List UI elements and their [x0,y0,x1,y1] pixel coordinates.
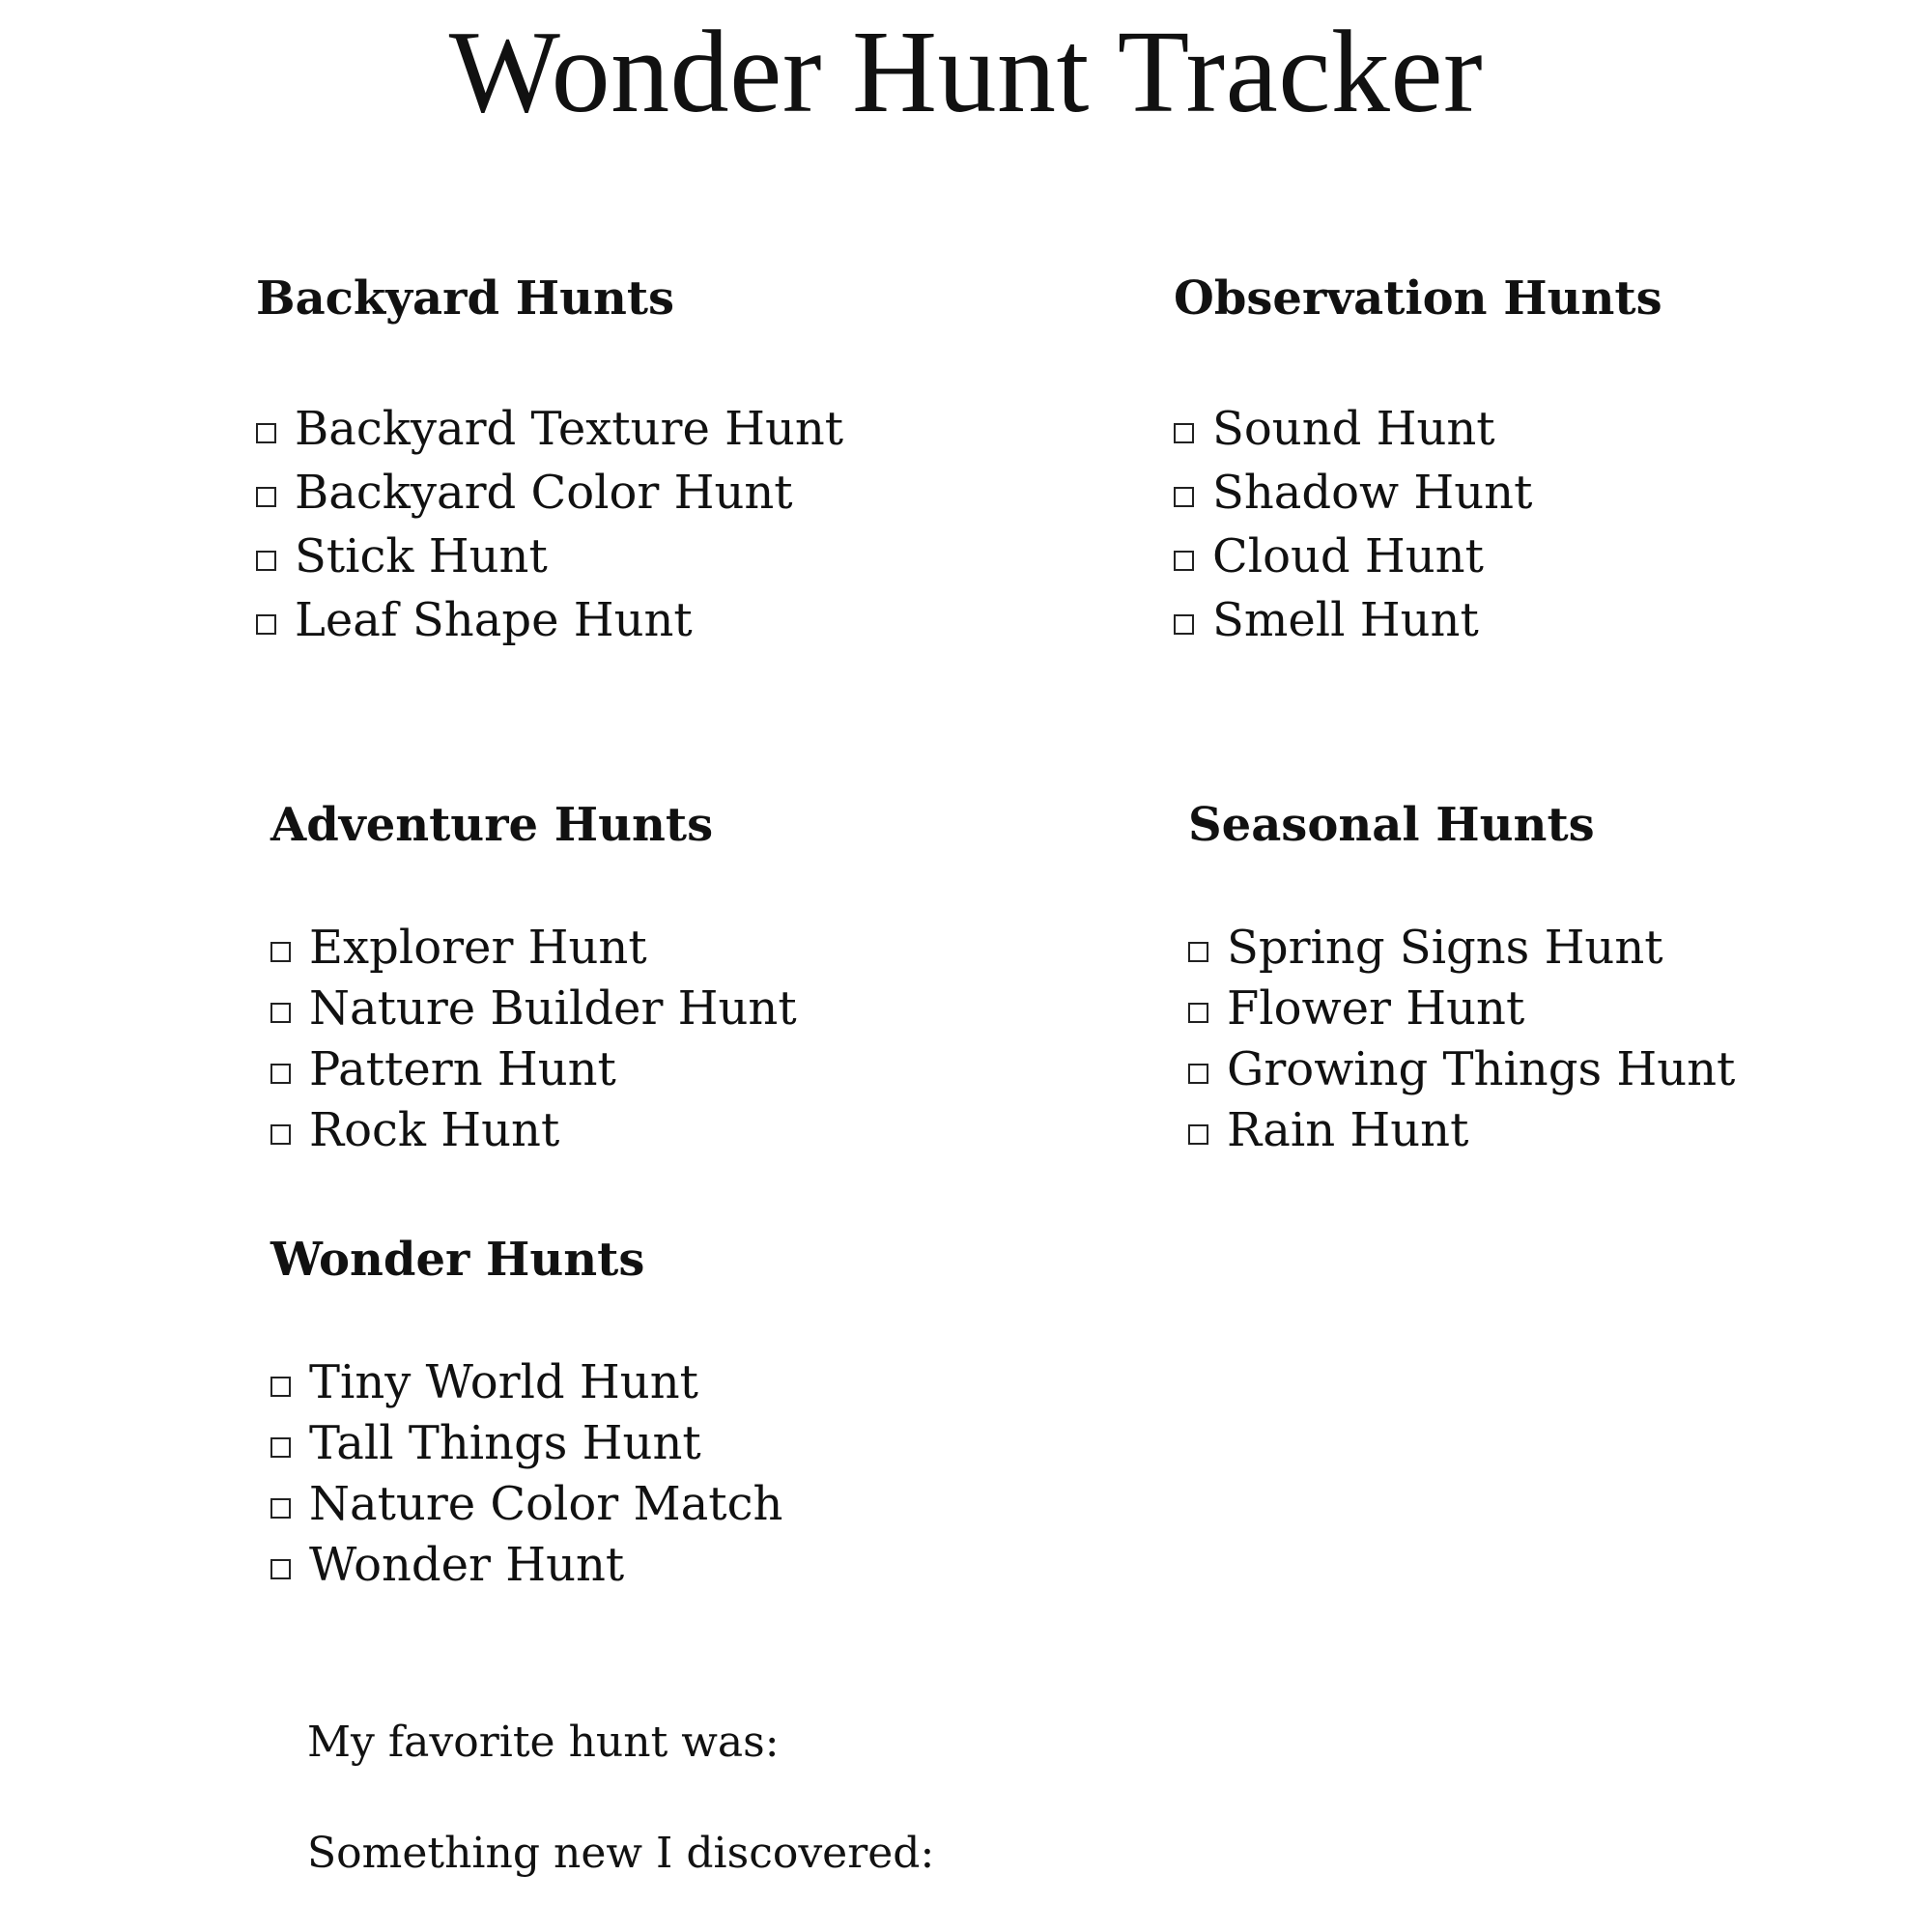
checklist-item-label: Tall Things Hunt [309,1416,701,1470]
checkbox-icon[interactable] [1174,423,1194,443]
checkbox-icon[interactable] [1174,614,1194,635]
checklist-item [270,1352,947,1413]
checkbox-icon[interactable] [270,1559,291,1579]
checklist-item-label: Nature Color Match [309,1477,783,1531]
checklist-item [270,1474,947,1535]
checklist-item-label: Explorer Hunt [309,921,647,975]
checklist-item-label: Shadow Hunt [1212,466,1533,520]
section-heading-backyard: Backyard Hunts [256,271,675,326]
section-observation-hunts [1174,271,1850,652]
checklist-item-label: Wonder Hunt [309,1538,625,1592]
checklist-item [1174,397,1850,461]
checklist-item-label: Stick Hunt [295,529,548,583]
checklist-item [256,397,932,461]
section-backyard-hunts [256,271,932,652]
checklist-item [1174,461,1850,525]
checkbox-icon[interactable] [270,1124,291,1145]
checkbox-icon[interactable] [270,1437,291,1458]
checklist-item [256,588,932,652]
checklist-item [270,1100,947,1161]
checklist-item [1188,918,1864,979]
checklist-item-label: Spring Signs Hunt [1227,921,1663,975]
section-seasonal-hunts [1188,798,1864,1161]
checklist-observation [1174,397,1850,652]
checklist-item [270,918,947,979]
checklist-item [1174,588,1850,652]
checkbox-icon[interactable] [256,423,276,443]
section-wonder-hunts [270,1233,947,1596]
checkbox-icon[interactable] [256,614,276,635]
checklist-item [256,461,932,525]
checklist-item-label: Smell Hunt [1212,593,1479,647]
checklist-wonder [270,1352,947,1596]
checkbox-icon[interactable] [1174,551,1194,571]
checklist-item-label: Leaf Shape Hunt [295,593,693,647]
checkbox-icon[interactable] [1188,1003,1208,1023]
checklist-seasonal [1188,918,1864,1161]
discovery-prompt: Something new I discovered: [307,1829,935,1878]
checkbox-icon[interactable] [256,551,276,571]
checklist-item-label: Nature Builder Hunt [309,981,797,1036]
checklist-item-label: Tiny World Hunt [309,1355,698,1409]
checklist-item [1188,979,1864,1039]
checklist-item-label: Sound Hunt [1212,402,1495,456]
section-heading-wonder: Wonder Hunts [270,1233,645,1287]
favorite-hunt-prompt: My favorite hunt was: [307,1718,780,1767]
checkbox-icon[interactable] [270,942,291,962]
section-heading-adventure: Adventure Hunts [270,798,714,852]
section-adventure-hunts [270,798,947,1161]
checkbox-icon[interactable] [270,1003,291,1023]
checklist-item-label: Backyard Color Hunt [295,466,793,520]
checklist-item-label: Pattern Hunt [309,1042,616,1096]
checklist-item [270,979,947,1039]
checklist-item-label: Cloud Hunt [1212,529,1484,583]
checkbox-icon[interactable] [1188,1064,1208,1084]
checklist-item [256,525,932,588]
checkbox-icon[interactable] [270,1498,291,1519]
checklist-item [270,1413,947,1474]
checkbox-icon[interactable] [270,1377,291,1397]
checklist-item-label: Growing Things Hunt [1227,1042,1736,1096]
checklist-item [270,1535,947,1596]
checklist-item [1174,525,1850,588]
checklist-item-label: Flower Hunt [1227,981,1525,1036]
checkbox-icon[interactable] [1188,1124,1208,1145]
checklist-item [1188,1039,1864,1100]
checklist-item-label: Rain Hunt [1227,1103,1469,1157]
checklist-adventure [270,918,947,1161]
checklist-item [1188,1100,1864,1161]
section-heading-seasonal: Seasonal Hunts [1188,798,1595,852]
checkbox-icon[interactable] [256,487,276,507]
page-title: Wonder Hunt Tracker [448,7,1484,137]
checkbox-icon[interactable] [270,1064,291,1084]
checklist-item-label: Backyard Texture Hunt [295,402,844,456]
checkbox-icon[interactable] [1188,942,1208,962]
checklist-item [270,1039,947,1100]
section-heading-observation: Observation Hunts [1174,271,1662,326]
checklist-backyard [256,397,932,652]
checklist-item-label: Rock Hunt [309,1103,560,1157]
checkbox-icon[interactable] [1174,487,1194,507]
